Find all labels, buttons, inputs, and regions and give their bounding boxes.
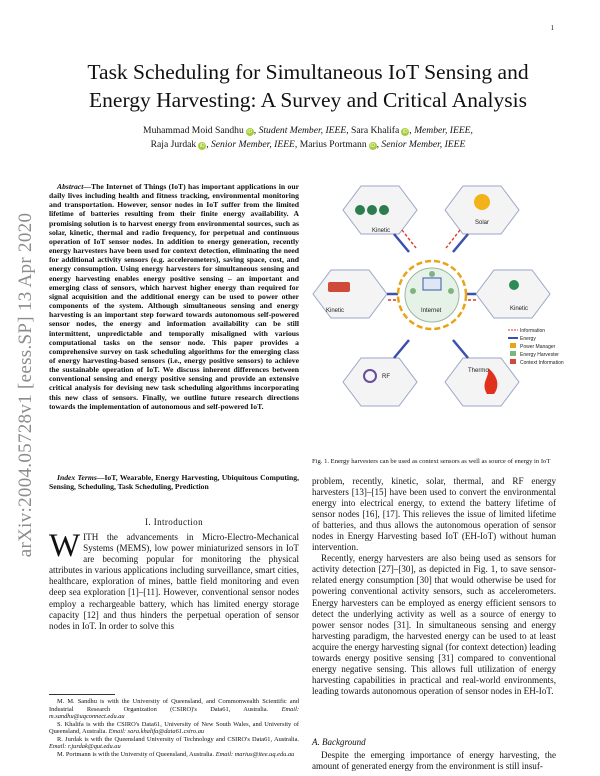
orcid-icon[interactable]: iD	[247, 129, 253, 135]
author-list: Muhammad Moid Sandhu iD , Student Member, IEEE, Sara Khalifa iD , Member, IEEE, Raja Jurdak iD , Senior Member, IEEE, Marius Portmann iD , Senior Member, IEEE	[143, 125, 473, 150]
runner-icon	[509, 280, 519, 290]
section-heading: I. Introduction	[145, 517, 203, 527]
label-kinetic: Kinetic	[326, 308, 345, 314]
label-kinetic: Kinetic	[510, 306, 529, 312]
author-name: Raja Jurdak	[150, 139, 197, 150]
author-role: Senior Member, IEEE	[381, 139, 466, 150]
label-solar: Solar	[475, 220, 490, 226]
label-kinetic: Kinetic	[372, 228, 391, 234]
footnote-email[interactable]: Email: marius@itee.uq.edu.au	[215, 750, 295, 758]
hexagon	[343, 358, 417, 406]
index-terms-label: Index Terms	[57, 473, 97, 482]
intro-first-word: ITH	[83, 532, 99, 542]
orcid-icon[interactable]: iD	[199, 143, 205, 149]
person-icon	[367, 205, 377, 215]
arxiv-stamp	[6, 205, 46, 565]
person-icon	[379, 205, 389, 215]
label-rf: RF	[382, 374, 390, 380]
footnote-email[interactable]: Email: m.sandhu@uqconnect.edu.au	[49, 705, 299, 720]
computer-icon	[423, 278, 441, 290]
vehicle-icon	[328, 282, 350, 292]
legend-energy-harvester: Energy Harvester	[520, 352, 559, 358]
footnote-text: M. Portmann is with the University of Queensland, Australia.	[57, 750, 215, 758]
legend-swatch	[510, 343, 516, 348]
arxiv-stamp-text: arXiv:2004.05728v1 [eess.SP] 13 Apr 2020	[15, 212, 36, 558]
figure-legend	[508, 328, 564, 366]
network-node-icon	[448, 288, 454, 294]
hexagon	[445, 358, 519, 406]
body-paragraph: problem, recently, kinetic, solar, thermal, and RF energy harvesters [13]–[15] have been used to convert the environmental energy into electrical energy, to extend the battery lifetime of sensor nodes [16], [17]. This relieves the issue of limited lifetime of batteries, and thus allows the autonomous operation of sensor nodes in Energy Harvesting based IoT (EH-IoT) without human intervention.	[312, 476, 556, 553]
title-line-2: Energy Harvesting: A Survey and Critical Analysis	[89, 88, 527, 112]
author-name: Muhammad Moid Sandhu	[143, 125, 244, 136]
footnote-text: S. Khalifa is with the CSIRO's Data61, University of New South Wales, and University of Queensland, Australia.	[49, 720, 299, 735]
footnotes	[49, 698, 299, 758]
subsection-heading: A. Background	[312, 737, 366, 747]
body-paragraph: Recently, energy harvesters are also being used as sensors for activity detection [27]–[30], as depicted in Fig. 1, to save sensor-related energy consumption [30] that would otherwise be used for powering conventional activity sensors, such as accelerometers. Energy harvesters can be employed as energy efficient sensors to detect the underlying activity as well as a source of energy to power sensor nodes [31]. In simultaneous sensing and energy harvesting paradigm, the harvested energy can be used to at least acquire the energy harvesting signal (for context detection) leading towards energy positive sensing [31] compared to conventional energy negative sensing. This allows full utilization of energy harvesting capabilities in practical and real-world environments, leading towards autonomous operation of sensor nodes in EH-IoT.	[312, 553, 556, 696]
figure-caption: Fig. 1. Energy harvesters can be used as context sensors as well as source of energy in IoT	[312, 458, 551, 465]
abstract-text: —The Internet of Things (IoT) has important applications in our daily lives including health and fitness tracking, environmental monitoring and transportation. However, sensor nodes in IoT suffer from the limited lifetime of batteries resulting from their finite energy availability. A promising solution is to harvest energy from environmental sources, such as solar, kinetic, thermal and radio frequency, for perpetual and continuous operation of IoT sensor nodes. In addition to energy generation, recently energy harvesters have been used for context detection, eliminating the need for additional activity sensors (e.g. accelerometers), saving space, cost, and energy consumption. Using energy harvesters for simultaneous sensing and energy harvesting enables energy positive sensing – an important and emerging class of sensors, which harvest higher energy than required for signal acquisition and the additional energy can be used to power other components of the system. Although simultaneous sensing and energy harvesting is an important step forward towards autonomous self-powered sensor nodes, the energy and information availability can be still intermittent, unpredictable and temporally misaligned with various computational tasks on the sensor node. This paper provides a comprehensive survey on task scheduling algorithms for the emerging class of energy harvesting-based sensors (i.e., energy positive sensors) to achieve the sustainable operation of IoT. We discuss inherent differences between conventional sensing and energy positive sensing and provide an extensive critical analysis for devising new task scheduling algorithms incorporating this new class of sensors. Finally, we outline future research directions towards the implementation of autonomous and self-powered IoT.	[49, 182, 299, 411]
network-node-icon	[410, 288, 416, 294]
network-node-icon	[429, 271, 435, 277]
hexagon	[313, 270, 387, 318]
legend-energy: Energy	[520, 336, 536, 342]
legend-power-manager: Power Manager	[520, 344, 556, 350]
footnote-email[interactable]: Email: r.jurdak@qut.edu.au	[49, 743, 121, 750]
intro-text: the advancements in Micro-Electro-Mechanical Systems (MEMS), low power miniaturized sensors in IoT are becoming popular for monitoring the physical attributes in various applications including surveillance, smart cities, healthcare, exploration of mines, battle field monitoring and even deep sea exploration [1]–[11]. However, conventional sensor nodes employ a rechargeable battery, which has limited energy storage capacity [12] and thus hinders the perpetual operation of sensor nodes in IoT. In order to solve this	[49, 532, 299, 631]
body-paragraph: Despite the emerging importance of energy harvesting, the amount of generated energy from the environment is still insuf-	[312, 750, 556, 772]
legend-information: Information	[520, 328, 546, 334]
footnote-rule	[49, 694, 115, 695]
author-role: Student Member, IEEE,	[258, 125, 349, 136]
author-name: Marius Portmann	[299, 139, 367, 150]
legend-swatch	[510, 359, 516, 364]
label-internet: Internet	[421, 308, 442, 314]
intro-paragraph	[49, 528, 299, 632]
legend-swatch	[510, 351, 516, 356]
label-thermo: Thermo	[468, 368, 489, 374]
title-line-1: Task Scheduling for Simultaneous IoT Sensing and	[87, 60, 529, 84]
author-role: Senior Member, IEEE,	[211, 139, 298, 150]
index-terms-text: —IoT, Wearable, Energy Harvesting, Ubiquitous Computing, Sensing, Scheduling, Task Scheduling, Prediction	[49, 473, 299, 492]
orcid-icon[interactable]: iD	[402, 129, 408, 135]
person-icon	[355, 205, 365, 215]
legend-context-information: Context Information	[520, 360, 564, 366]
drop-cap: W	[49, 528, 81, 564]
author-name: Sara Khalifa	[351, 125, 400, 136]
footnote-text: R. Jurdak is with the Queensland University of Technology and CSIRO's Data61, Australia.	[57, 735, 299, 743]
background-body	[312, 750, 556, 772]
paper-title	[40, 58, 576, 114]
footnote-text: M. M. Sandhu is with the University of Queensland, and Commonwealth Scientific and Industrial Research Organization (CSIRO)'s Data61, Australia.	[49, 698, 299, 713]
abstract	[49, 182, 299, 411]
abstract-label: Abstract	[57, 182, 84, 191]
orcid-icon[interactable]: iD	[370, 143, 375, 149]
page-number: 1	[550, 24, 554, 32]
author-role: Member, IEEE,	[414, 125, 473, 136]
sun-icon	[474, 194, 490, 210]
index-terms	[49, 473, 299, 491]
footnote-email[interactable]: Email: sara.khalifa@data61.csiro.au	[108, 728, 205, 735]
right-column-body	[312, 476, 556, 697]
figure-1	[312, 182, 564, 454]
